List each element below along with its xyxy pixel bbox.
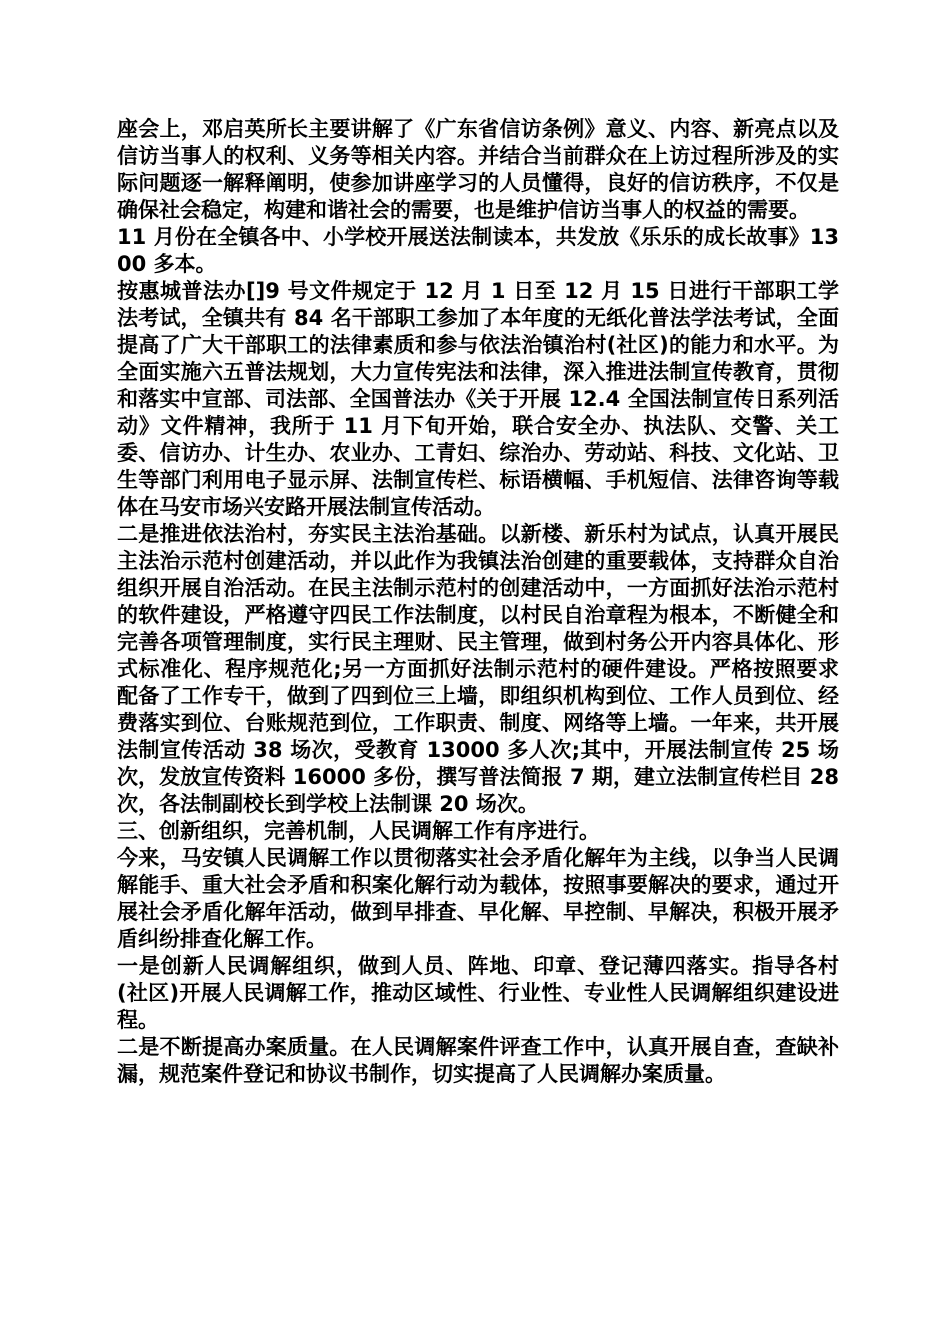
- paragraph-mediation-organization: 一是创新人民调解组织，做到人员、阵地、印章、登记薄四落实。指导各村(社区)开展人民调解工作，推动区域性、行业性、专业性人民调解组织建设进程。: [117, 954, 839, 1032]
- paragraph-rule-of-law-villages: 二是推进依法治村，夯实民主法治基础。以新楼、新乐村为试点，认真开展民主法治示范村创建活动，并以此作为我镇法治创建的重要载体，支持群众自治组织开展自治活动。在民主法制示范村的创建活动中，一方面抓好法治示范村的软件建设，严格遵守四民工作法制度，以村民自治章程为根本，不断健全和完善各项管理制度，实行民主理财、民主管理，做到村务公开内容具体化、形式标准化、程序规范化;另一方面抓好法制示范村的硬件建设。严格按照要求配备了工作专干，做到了四到位三上墙，即组织机构到位、工作人员到位、经费落实到位、台账规范到位，工作职责、制度、网络等上墙。一年来，共开展法制宣传活动 38 场次，受教育 13000 多人次;其中，开展法制宣传 25 场次，发放宣传资料 16000 多份，撰写普法简报 7 期，建立法制宣传栏目 28 次，各法制副校长到学校上法制课 20 场次。: [117, 522, 839, 816]
- paragraph-mediation-overview: 今来，马安镇人民调解工作以贯彻落实社会矛盾化解年为主线，以争当人民调解能手、重大社会矛盾和积案化解行动为载体，按照事要解决的要求，通过开展社会矛盾化解年活动，做到早排查、早化解、早控制、早解决，积极开展矛盾纠纷排查化解工作。: [117, 846, 839, 951]
- paragraph-staff-law-exam: 按惠城普法办[]9 号文件规定于 12 月 1 日至 12 月 15 日进行干部职工学法考试，全镇共有 84 名干部职工参加了本年度的无纸化普法学法考试，全面提高了广大干部职工的法律素质和参与依法治镇治村(社区)的能力和水平。为全面实施六五普法规划，大力宣传宪法和法律，深入推进法制宣传教育，贯彻和落实中宣部、司法部、全国普法办《关于开展 12.4 全国法制宣传日系列活动》文件精神，我所于 11 月下旬开始，联合安全办、执法队、交警、关工委、信访办、计生办、农业办、工青妇、综治办、劳动站、科技、文化站、卫生等部门利用电子显示屏、法制宣传栏、标语横幅、手机短信、法律咨询等载体在马安市场兴安路开展法制宣传活动。: [117, 279, 839, 519]
- paragraph-case-quality: 二是不断提高办案质量。在人民调解案件评查工作中，认真开展自查，查缺补漏，规范案件登记和协议书制作，切实提高了人民调解办案质量。: [117, 1035, 839, 1086]
- paragraph-legal-readers: 11 月份在全镇各中、小学校开展送法制读本，共发放《乐乐的成长故事》1300 多本。: [117, 225, 839, 276]
- paragraph-letters-visit-lecture: 座会上，邓启英所长主要讲解了《广东省信访条例》意义、内容、新亮点以及信访当事人的权利、义务等相关内容。并结合当前群众在上访过程所涉及的实际问题逐一解释阐明，使参加讲座学习的人员懂得，良好的信访秩序，不仅是确保社会稳定，构建和谐社会的需要，也是维护信访当事人的权益的需要。: [117, 117, 839, 222]
- document-body: [117, 116, 839, 1088]
- section-heading-mediation: 三、创新组织，完善机制，人民调解工作有序进行。: [117, 819, 600, 843]
